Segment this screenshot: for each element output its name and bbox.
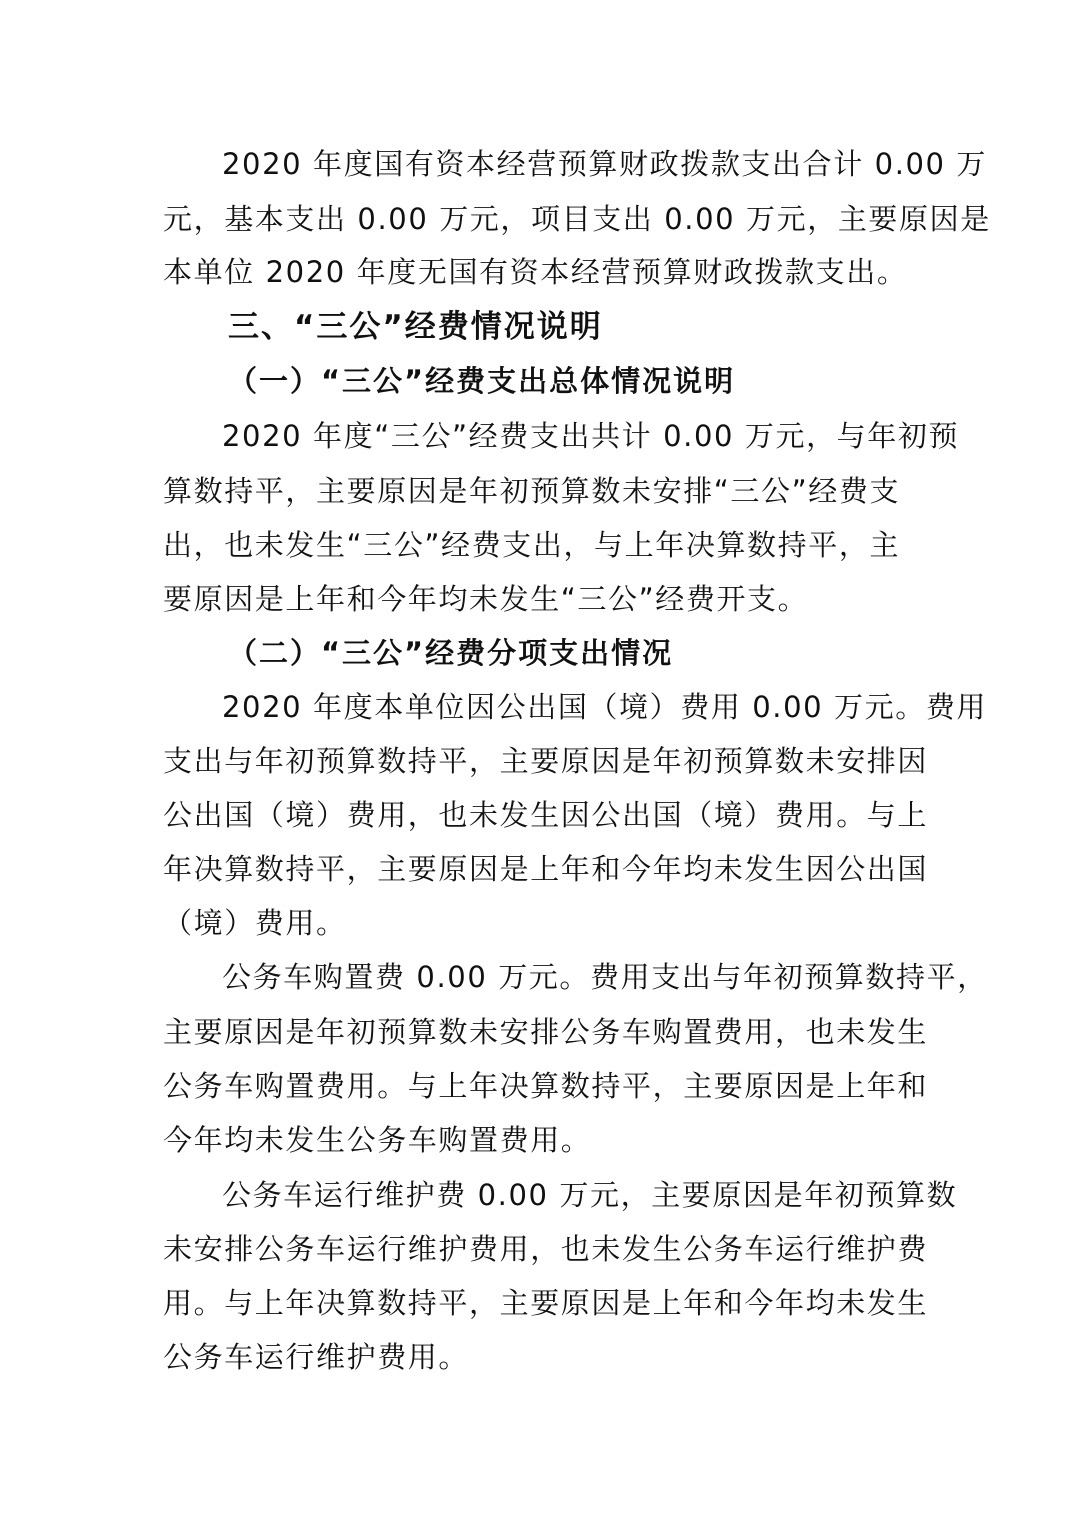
paragraph-3-line-3: 公出国（境）费用，也未发生因公出国（境）费用。与上 [163,798,929,832]
subsection-heading-1: （一）“三公”经费支出总体情况说明 [228,364,736,398]
paragraph-5-line-2: 未安排公务车运行维护费用，也未发生公务车运行维护费 [163,1232,929,1266]
paragraph-1-line-2: 元，基本支出 0.00 万元，项目支出 0.00 万元，主要原因是 [163,202,991,236]
paragraph-2-line-4: 要原因是上年和今年均未发生“三公”经费开支。 [163,582,809,616]
paragraph-5-line-1: 公务车运行维护费 0.00 万元，主要原因是年初预算数 [222,1178,958,1212]
paragraph-5-line-3: 用。与上年决算数持平，主要原因是上年和今年均未发生 [163,1286,929,1320]
paragraph-3-line-1: 2020 年度本单位因公出国（境）费用 0.00 万元。费用 [222,690,988,724]
paragraph-5-line-4: 公务车运行维护费用。 [163,1340,470,1374]
paragraph-2-line-1: 2020 年度“三公”经费支出共计 0.00 万元，与年初预 [222,419,960,453]
subsection-heading-2: （二）“三公”经费分项支出情况 [228,636,674,670]
paragraph-4-line-2: 主要原因是年初预算数未安排公务车购置费用，也未发生 [163,1015,929,1049]
paragraph-2-line-3: 出，也未发生“三公”经费支出，与上年决算数持平，主 [163,528,901,562]
paragraph-3-line-2: 支出与年初预算数持平，主要原因是年初预算数未安排因 [163,744,929,778]
paragraph-3-line-5: （境）费用。 [163,906,347,940]
paragraph-4-line-4: 今年均未发生公务车购置费用。 [163,1123,592,1157]
paragraph-1-line-1: 2020 年度国有资本经营预算财政拨款支出合计 0.00 万 [222,147,988,181]
paragraph-4-line-3: 公务车购置费用。与上年决算数持平，主要原因是上年和 [163,1069,929,1103]
section-heading: 三、“三公”经费情况说明 [228,309,603,345]
paragraph-3-line-4: 年决算数持平，主要原因是上年和今年均未发生因公出国 [163,852,929,886]
paragraph-4-line-1: 公务车购置费 0.00 万元。费用支出与年初预算数持平， [222,960,988,994]
paragraph-1-line-3: 本单位 2020 年度无国有资本经营预算财政拨款支出。 [163,255,908,289]
paragraph-2-line-2: 算数持平，主要原因是年初预算数未安排“三公”经费支 [163,474,901,508]
